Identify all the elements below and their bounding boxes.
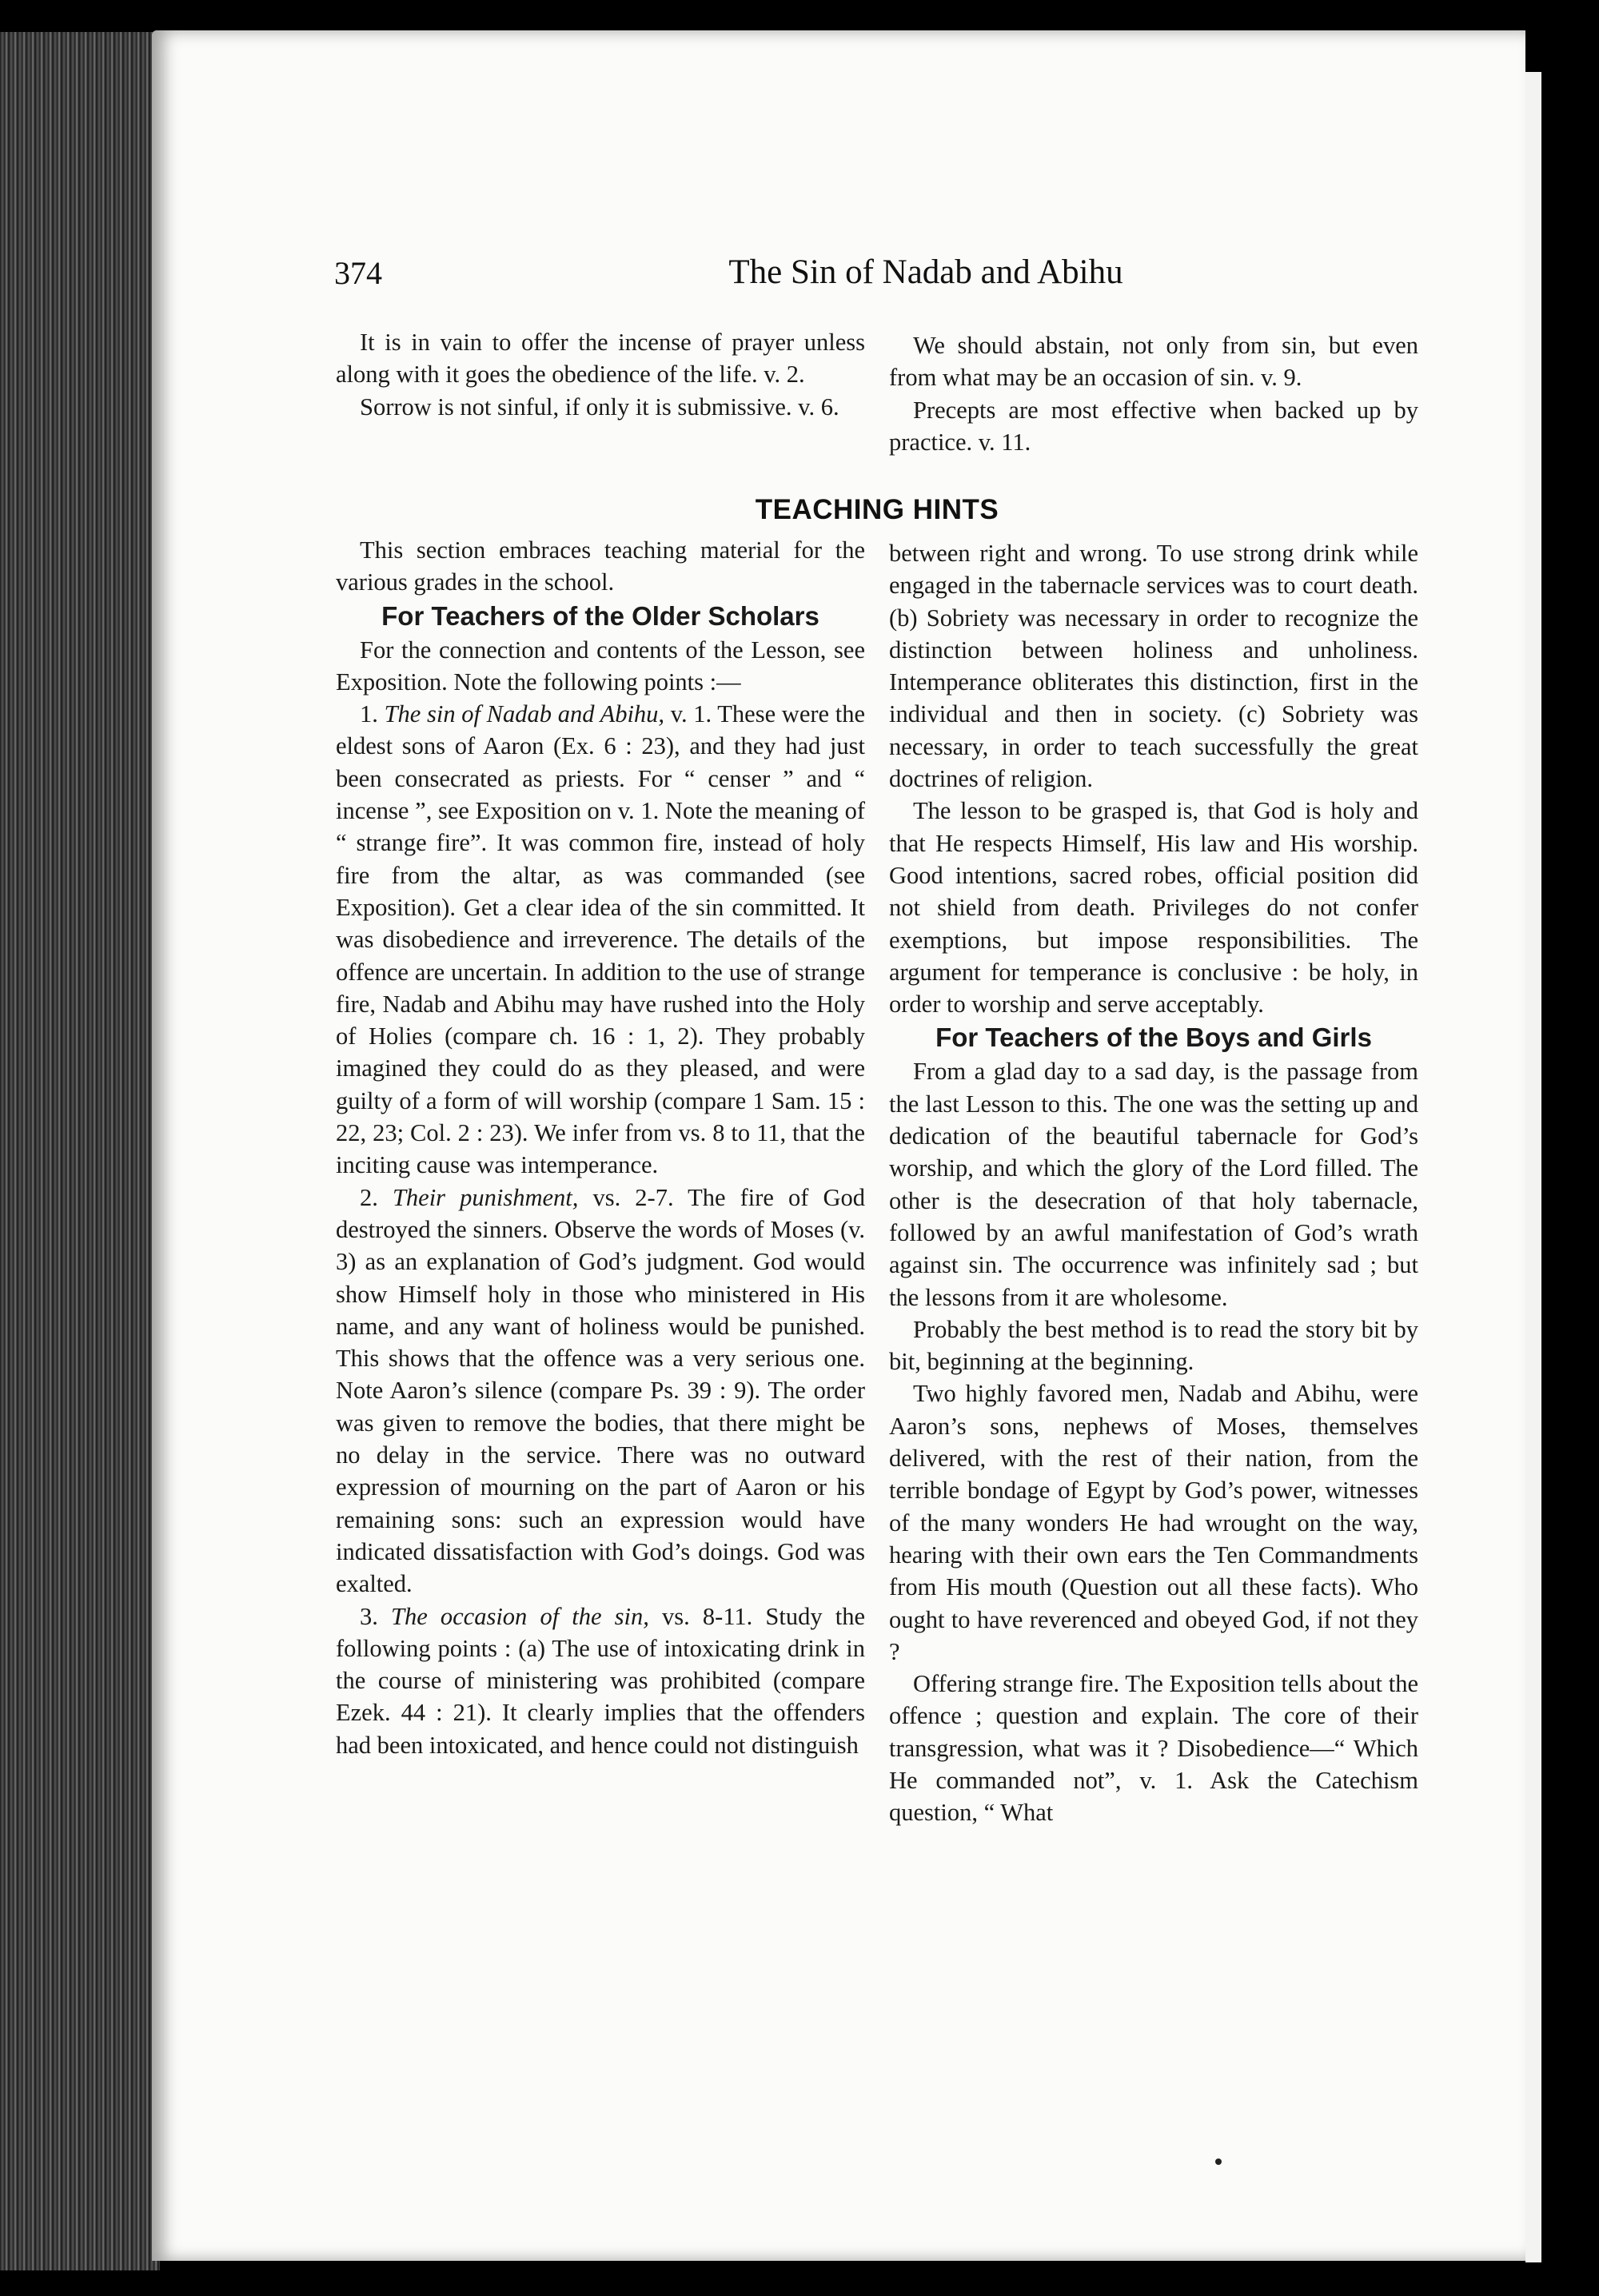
subhead-boys-and-girls: For Teachers of the Boys and Girls [935,1022,1372,1053]
facing-page-edge [1525,72,1541,2262]
running-title: The Sin of Nadab and Abihu [728,253,1123,291]
book-spine-edge [0,32,160,2270]
paragraph: For the connection and contents of the Lesson, see Exposition. Note the following points :— [336,636,865,696]
paragraph: Offering strange fire. The Exposition tells about the offence ; question and explain. The core of their transgression, what was it ? Disobedience—“ Which He commanded not”, v. 1. Ask the Catechism question, “ What [889,1670,1418,1827]
paragraph: Probably the best method is to read the story bit by bit, beginning at the beginning. [889,1315,1418,1376]
point-number: 2. [360,1183,378,1211]
left-column [336,534,865,1761]
print-speck [1215,2158,1222,2165]
point-number: 3. [360,1602,378,1630]
lesson-point: Sorrow is not sinful, if only it is submissive. v. 6. [360,393,839,421]
page-number: 374 [334,255,382,291]
point-paragraph [336,1600,865,1761]
paragraph: The lesson to be grasped is, that God is holy and that He respects Himself, His law and His worship. Good intentions, sacred robes, official position did not shield from death. Privileges do not confer exemptions, but impose responsibilities. The argument for temperance is conclusive : be holy, in order to worship and serve acceptably. [889,797,1418,1018]
point-body: vs. 8-11. Study the following points : (a) The use of intoxicating drink in the course of ministering was prohibited (compare Ezek. 44 : 21). It clearly implies that the offenders had been intoxicated, and hence could not distinguish [336,1602,866,1759]
right-column [889,537,1418,1829]
lesson-points-right [889,329,1418,458]
point-heading: Their punishment, [392,1183,579,1211]
lesson-points-left [336,326,865,423]
lesson-point: We should abstain, not only from sin, but even from what may be an occasion of sin. v. 9. [889,332,1418,392]
section-title: TEACHING HINTS [755,494,999,525]
point-body: vs. 2-7. The fire of God destroyed the sinners. Observe the words of Moses (v. 3) as an explanation of God’s judgment. God would show Himself holy in those who ministered in His name, and any want of holiness would be punished. This shows that the offence was a very serious one. Note Aaron’s silence (compare Ps. 39 : 9). The order was given to remove the bodies, that there might be no delay in the service. There was no outward expression of mourning on the part of Aaron or his remaining sons: such an expression would have indicated dissatisfaction with God’s doings. God was exalted. [336,1183,865,1598]
intro-paragraph: This section embraces teaching material for the various grades in the school. [336,536,865,596]
point-paragraph [336,1182,865,1600]
lesson-point: Precepts are most effective when backed up by practice. v. 11. [889,396,1418,456]
paragraph: Two highly favored men, Nadab and Abihu, were Aaron’s sons, nephews of Moses, themselves delivered, with the rest of their nation, from the terrible bondage of Egypt by God’s power, witnesses of the many wonders He had wrought on the way, hearing with their own ears the Ten Commandments from His mouth (Question out all these facts). Who ought to have reverenced and obeyed God, if not they ? [889,1380,1418,1665]
point-number: 1. [360,700,378,728]
running-head [334,254,1445,302]
lesson-point: It is in vain to offer the incense of prayer unless along with it goes the obedience of the life. v. 2. [336,329,865,389]
point-heading: The sin of Nadab and Abihu, [384,700,665,728]
paragraph: From a glad day to a sad day, is the passage from the last Lesson to this. The one was the setting up and dedication of the beautiful tabernacle for God’s worship, and which the glory of the Lord filled. The other is the desecration of that holy tabernacle, followed by an awful manifestation of God’s wrath against sin. The occurrence was infinitely sad ; but the lessons from it are wholesome. [889,1058,1418,1311]
paragraph: between right and wrong. To use strong drink while engaged in the tabernacle services was to court death. (b) Sobriety was necessary in order to recognize the distinction between holiness and unholiness. Intemperance obliterates this distinction, first in the individual and then in society. (c) Sobriety was necessary, in order to teach successfully the great doctrines of religion. [889,540,1418,793]
point-body: v. 1. These were the eldest sons of Aaron (Ex. 6 : 23), and they had just been consecrated as priests. For “ censer ” and “ incense ”, see Exposition on v. 1. Note the meaning of “ strange fire”. It was common fire, instead of holy fire from the altar, as was commanded (see Exposition). Get a clear idea of the sin committed. It was disobedience and irreverence. The details of the offence are uncertain. In addition to the use of strange fire, Nadab and Abihu may have rushed into the Holy of Holies (compare ch. 16 : 1, 2). They probably imagined they could do as they pleased, and were guilty of a form of will worship (compare 1 Sam. 15 : 22, 23; Col. 2 : 23). We infer from vs. 8 to 11, that the inciting cause was intemperance. [336,700,866,1179]
subhead-older-scholars: For Teachers of the Older Scholars [381,600,819,631]
point-paragraph [336,698,865,1181]
point-heading: The occasion of the sin, [391,1602,649,1630]
